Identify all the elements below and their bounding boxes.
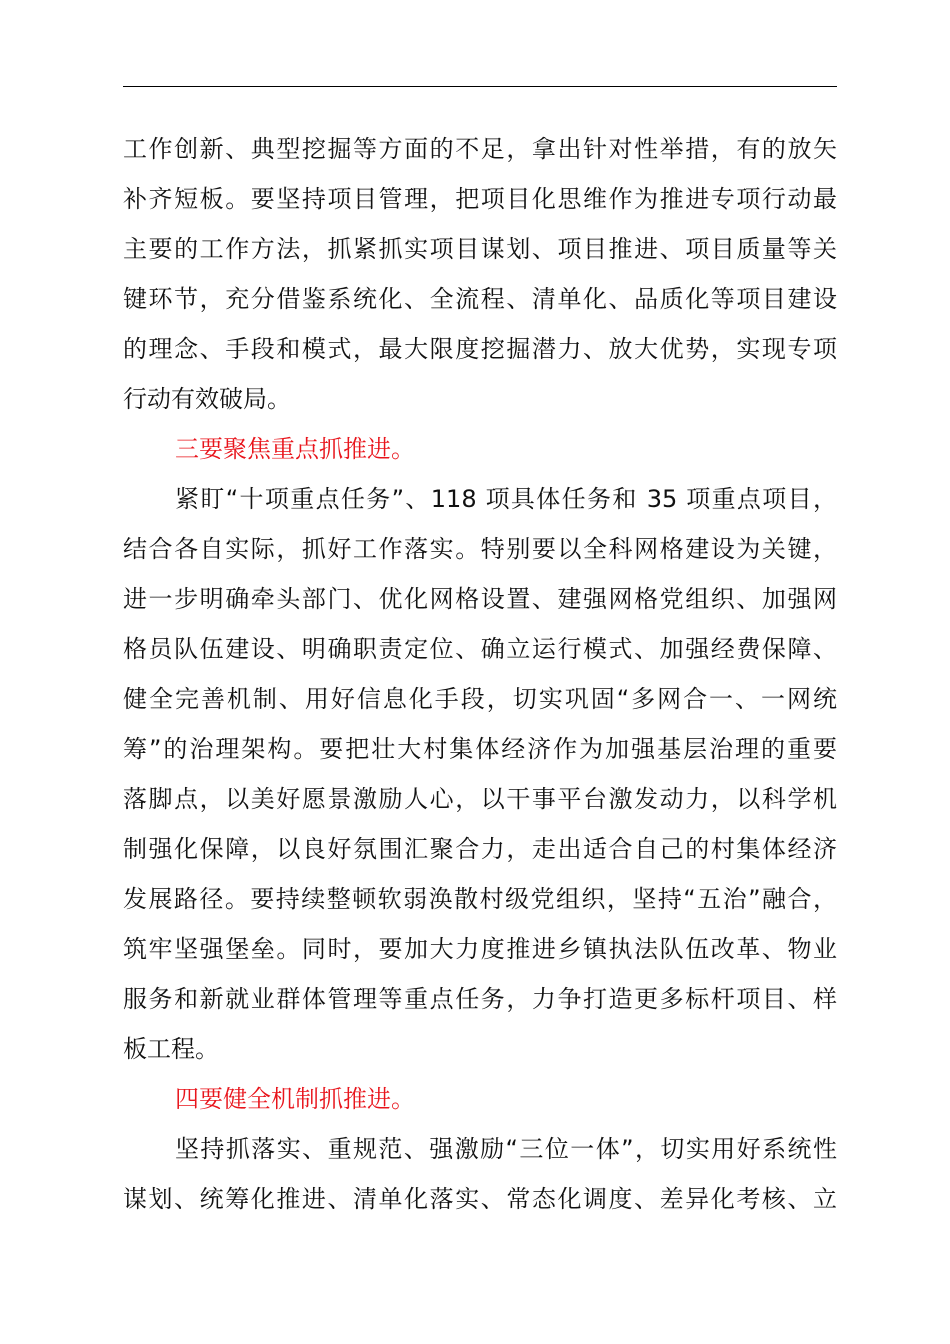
text-line: 板工程。	[123, 1035, 219, 1063]
text-line: 落脚点，以美好愿景激励人心，以干事平台激发动力，以科学机	[123, 785, 837, 813]
text-line: 紧盯“十项重点任务”、118 项具体任务和 35 项重点项目，	[175, 485, 837, 513]
text-line: 制强化保障，以良好氛围汇聚合力，走出适合自己的村集体经济	[123, 835, 837, 863]
text-line: 进一步明确牵头部门、优化网格设置、建强网格党组织、加强网	[123, 585, 837, 613]
text-line: 补齐短板。要坚持项目管理，把项目化思维作为推进专项行动最	[123, 185, 837, 213]
text-line: 谋划、统筹化推进、清单化落实、常态化调度、差异化考核、立	[123, 1185, 837, 1213]
text-line: 筹”的治理架构。要把壮大村集体经济作为加强基层治理的重要	[123, 735, 837, 763]
text-line: 的理念、手段和模式，最大限度挖掘潜力、放大优势，实现专项	[123, 335, 837, 363]
text-line: 主要的工作方法，抓紧抓实项目谋划、项目推进、项目质量等关	[123, 235, 837, 263]
text-line: 格员队伍建设、明确职责定位、确立运行模式、加强经费保障、	[123, 635, 837, 663]
text-line: 工作创新、典型挖掘等方面的不足，拿出针对性举措，有的放矢	[123, 135, 837, 163]
text-line: 健全完善机制、用好信息化手段，切实巩固“多网合一、一网统	[123, 685, 837, 713]
section-heading-4: 四要健全机制抓推进。	[175, 1085, 415, 1113]
text-line: 键环节，充分借鉴系统化、全流程、清单化、品质化等项目建设	[123, 285, 837, 313]
header-rule	[123, 86, 837, 87]
text-line: 发展路径。要持续整顿软弱涣散村级党组织，坚持“五治”融合，	[123, 885, 837, 913]
text-line: 服务和新就业群体管理等重点任务，力争打造更多标杆项目、样	[123, 985, 837, 1013]
section-heading-3: 三要聚焦重点抓推进。	[175, 435, 415, 463]
text-line: 结合各自实际，抓好工作落实。特别要以全科网格建设为关键，	[123, 535, 837, 563]
text-line: 坚持抓落实、重规范、强激励“三位一体”，切实用好系统性	[175, 1135, 837, 1163]
text-line: 行动有效破局。	[123, 385, 291, 413]
text-line: 筑牢坚强堡垒。同时，要加大力度推进乡镇执法队伍改革、物业	[123, 935, 837, 963]
